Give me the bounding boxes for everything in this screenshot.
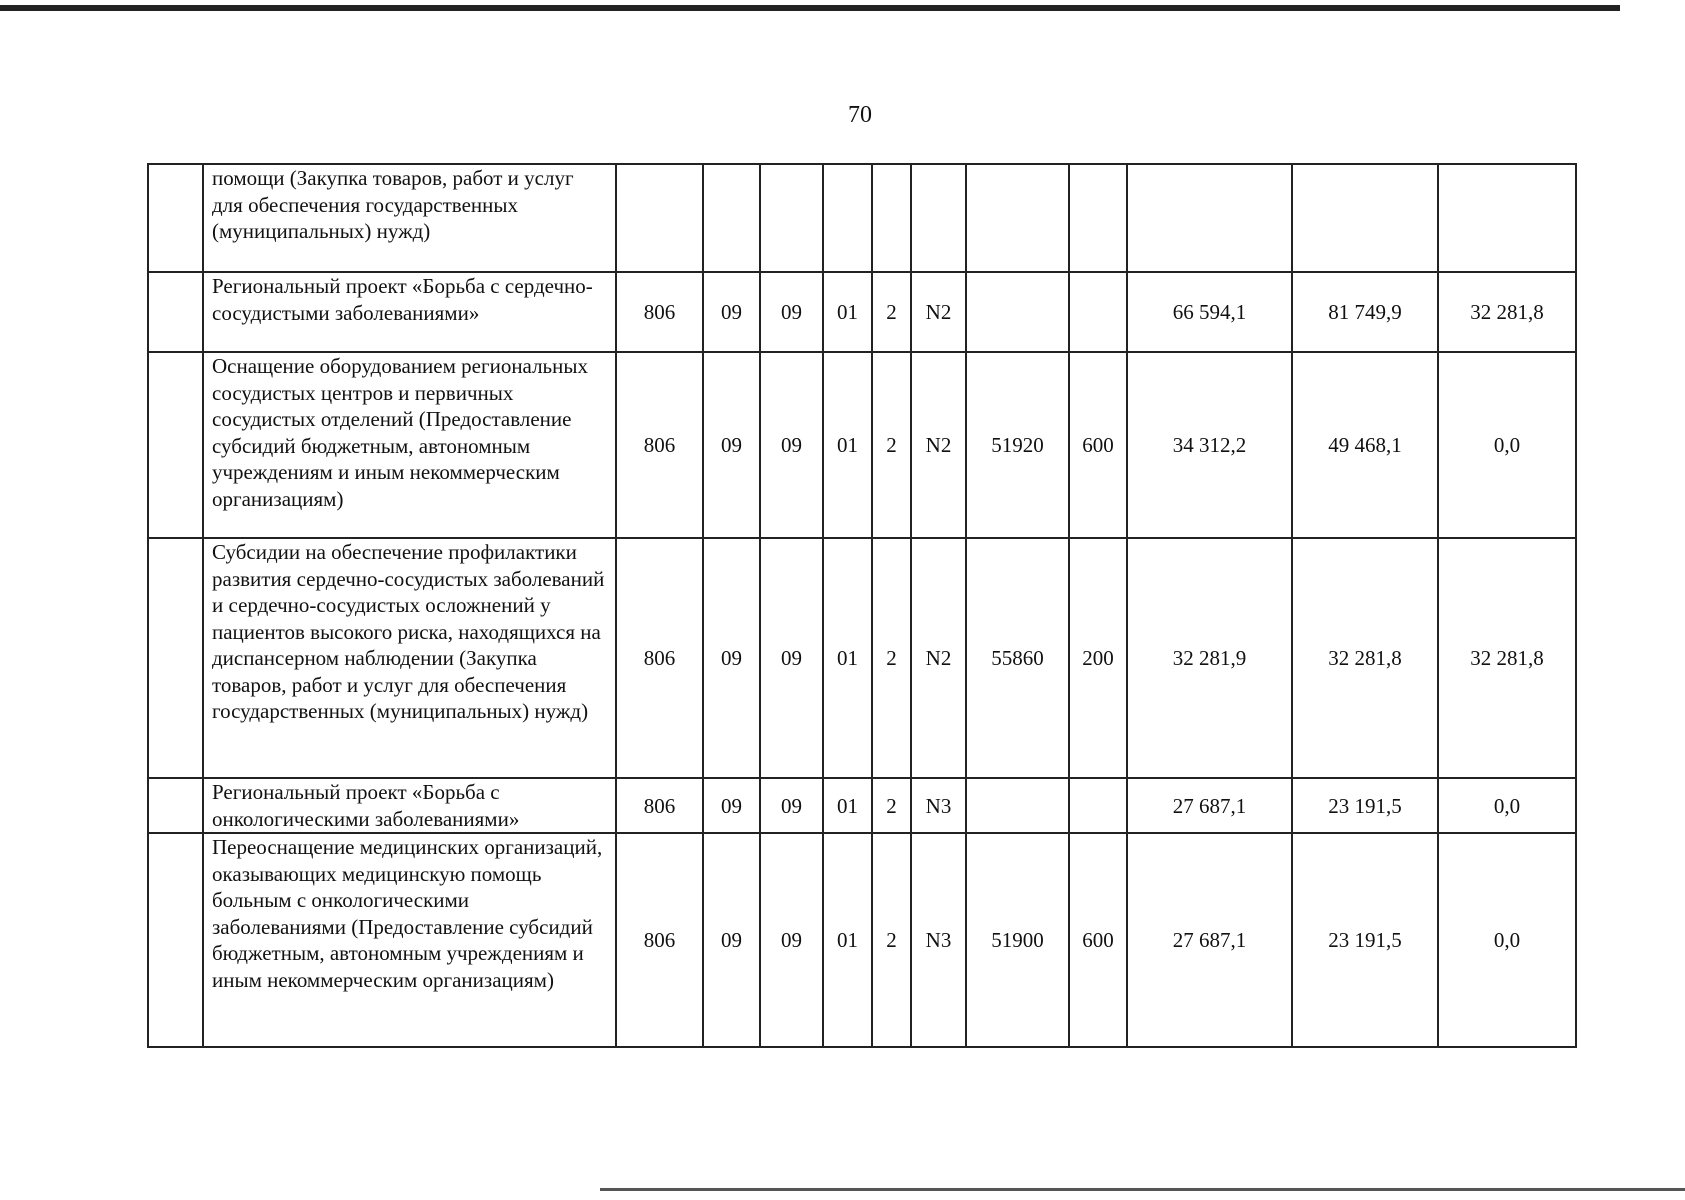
- cell-vid-rashodov: [1069, 272, 1127, 352]
- budget-table: [147, 163, 1577, 1048]
- page-number: 70: [848, 102, 872, 128]
- cell-podrazdel: 09: [760, 272, 823, 352]
- cell-vid-rashodov: 200: [1069, 538, 1127, 778]
- cell-amount-year-2: 23 191,5: [1292, 778, 1438, 833]
- row-index-cell: [148, 778, 203, 833]
- row-name: помощи (Закупка товаров, работ и услуг для обеспечения государственных (муниципальных) нужд): [203, 164, 616, 272]
- row-name: Субсидии на обеспечение профилактики развития сердечно-сосудистых заболеваний и сердечно-сосудистых осложнений у пациентов высокого риска, находящихся на диспансерном наблюдении (Закупка товаров, работ и услуг для обеспечения государственных (муниципальных) нужд): [203, 538, 616, 778]
- cell-amount-year-3: 0,0: [1438, 778, 1576, 833]
- cell-podrazdel: 09: [760, 352, 823, 538]
- cell-cs-direction: 51900: [966, 833, 1069, 1047]
- row-index-cell: [148, 538, 203, 778]
- row-name: Переоснащение медицинских организаций, оказывающих медицинскую помощь больным с онкологическими заболеваниями (Предоставление субсидий бюджетным, автономным учреждениям и иным некоммерческим организациям): [203, 833, 616, 1047]
- cell-cs-subprogram: 2: [872, 352, 911, 538]
- cell-cs-project: N2: [911, 538, 966, 778]
- cell-razdel: 09: [703, 833, 760, 1047]
- cell-amount-year-1: 27 687,1: [1127, 833, 1292, 1047]
- cell-amount-year-1: 32 281,9: [1127, 538, 1292, 778]
- cell-cs-direction: 51920: [966, 352, 1069, 538]
- cell-amount-year-2: 23 191,5: [1292, 833, 1438, 1047]
- cell-vid-rashodov: 600: [1069, 833, 1127, 1047]
- cell-cs-direction: [966, 272, 1069, 352]
- cell-amount-year-2: 81 749,9: [1292, 272, 1438, 352]
- cell-amount-year-1: 27 687,1: [1127, 778, 1292, 833]
- cell-vid-rashodov: [1069, 778, 1127, 833]
- cell-razdel: 09: [703, 538, 760, 778]
- cell-vid-rashodov: 600: [1069, 352, 1127, 538]
- row-name: Региональный проект «Борьба с онкологическими заболеваниями»: [203, 778, 616, 833]
- table-row: [148, 538, 1576, 778]
- cell-cs-program: 01: [823, 272, 872, 352]
- row-name: Оснащение оборудованием региональных сосудистых центров и первичных сосудистых отделений (Предоставление субсидий бюджетным, автономным учреждениям и иным некоммерческим организациям): [203, 352, 616, 538]
- row-index-cell: [148, 352, 203, 538]
- cell-amount-year-3: 0,0: [1438, 833, 1576, 1047]
- table-row: [148, 272, 1576, 352]
- cell-amount-year-2: 32 281,8: [1292, 538, 1438, 778]
- top-scan-rule: [0, 5, 1620, 11]
- cell-razdel: 09: [703, 778, 760, 833]
- cell-cs-project: N2: [911, 352, 966, 538]
- table-row: [148, 352, 1576, 538]
- cell-cs-subprogram: 2: [872, 778, 911, 833]
- cell-amount-year-3: 32 281,8: [1438, 538, 1576, 778]
- cell-amount-year-3: [1438, 164, 1576, 272]
- cell-cs-program: 01: [823, 352, 872, 538]
- cell-cs-subprogram: 2: [872, 833, 911, 1047]
- cell-ved: 806: [616, 352, 703, 538]
- cell-cs-subprogram: 2: [872, 272, 911, 352]
- cell-cs-subprogram: 2: [872, 538, 911, 778]
- cell-razdel: [703, 164, 760, 272]
- cell-amount-year-3: 32 281,8: [1438, 272, 1576, 352]
- row-name: Региональный проект «Борьба с сердечно-сосудистыми заболеваниями»: [203, 272, 616, 352]
- cell-amount-year-1: 66 594,1: [1127, 272, 1292, 352]
- cell-razdel: 09: [703, 272, 760, 352]
- bottom-scan-rule: [600, 1188, 1685, 1191]
- cell-amount-year-2: [1292, 164, 1438, 272]
- cell-amount-year-2: 49 468,1: [1292, 352, 1438, 538]
- cell-podrazdel: 09: [760, 538, 823, 778]
- cell-razdel: 09: [703, 352, 760, 538]
- cell-vid-rashodov: [1069, 164, 1127, 272]
- cell-amount-year-3: 0,0: [1438, 352, 1576, 538]
- cell-cs-direction: 55860: [966, 538, 1069, 778]
- cell-amount-year-1: [1127, 164, 1292, 272]
- cell-cs-project: [911, 164, 966, 272]
- row-index-cell: [148, 272, 203, 352]
- cell-cs-program: 01: [823, 833, 872, 1047]
- table-row: [148, 833, 1576, 1047]
- cell-cs-direction: [966, 164, 1069, 272]
- cell-cs-project: N3: [911, 833, 966, 1047]
- cell-podrazdel: 09: [760, 778, 823, 833]
- cell-ved: 806: [616, 833, 703, 1047]
- cell-cs-subprogram: [872, 164, 911, 272]
- cell-cs-program: [823, 164, 872, 272]
- cell-cs-project: N2: [911, 272, 966, 352]
- cell-podrazdel: [760, 164, 823, 272]
- row-index-cell: [148, 164, 203, 272]
- cell-cs-project: N3: [911, 778, 966, 833]
- cell-cs-program: 01: [823, 538, 872, 778]
- row-index-cell: [148, 833, 203, 1047]
- cell-podrazdel: 09: [760, 833, 823, 1047]
- cell-ved: 806: [616, 272, 703, 352]
- cell-ved: 806: [616, 538, 703, 778]
- table-row: [148, 164, 1576, 272]
- cell-ved: 806: [616, 778, 703, 833]
- cell-ved: [616, 164, 703, 272]
- cell-amount-year-1: 34 312,2: [1127, 352, 1292, 538]
- cell-cs-direction: [966, 778, 1069, 833]
- cell-cs-program: 01: [823, 778, 872, 833]
- table-row: [148, 778, 1576, 833]
